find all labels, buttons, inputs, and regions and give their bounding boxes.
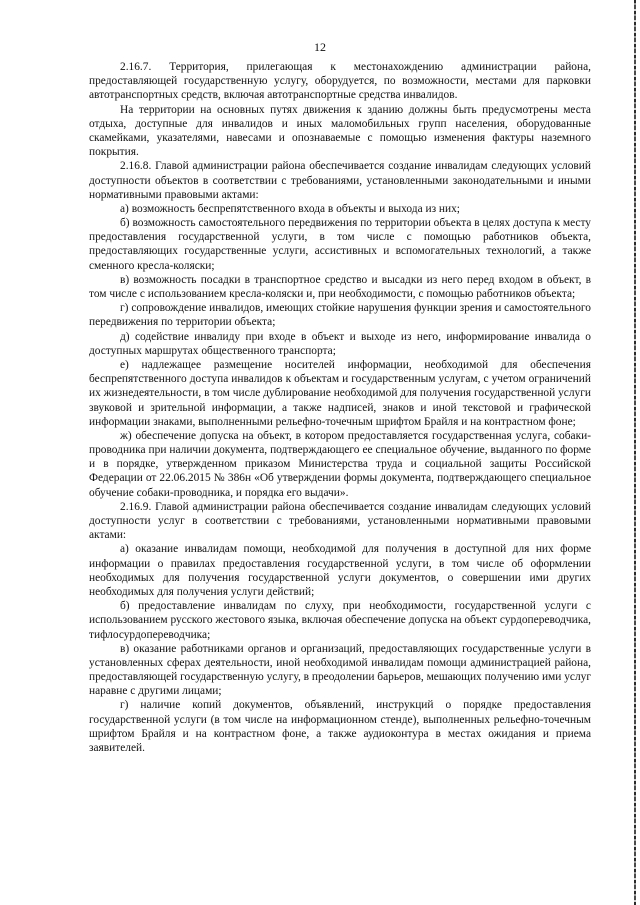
scan-edge-artifact [634, 0, 636, 905]
list-item-2-16-8-b: б) возможность самостоятельного передвижения по территории объекта в целях доступа к месту предоставления государственной услуги, в том числе с помощью работников объекта, предоставляющих государственные услуги, ассистивных и вспомогательных технологий, а также сменного кресла-коляски; [89, 217, 591, 272]
list-item-2-16-8-g: г) сопровождение инвалидов, имеющих стойкие нарушения функции зрения и самостоятельного передвижения по территории объекта; [89, 302, 591, 329]
list-item-2-16-8-v: в) возможность посадки в транспортное средство и высадки из него перед входом в объект, в том числе с использованием кресла-коляски и, при необходимости, с помощью работников объекта; [89, 273, 591, 300]
list-item-2-16-8-a: а) возможность беспрепятственного входа в объекты и выхода из них; [120, 202, 460, 215]
paragraph-2-16-8: 2.16.8. Главой администрации района обеспечивается создание инвалидам следующих условий доступности объектов в соответствии с требованиями, установленными законодательными и иными нормативными правовыми актами: [89, 160, 591, 201]
paragraph-2-16-7: 2.16.7. Территория, прилегающая к местонахождению администрации района, предоставляющей государственную услугу, оборудуется, по возможности, местами для парковки автотранспортных средств, включая автотранспортные средства инвалидов. [89, 61, 591, 102]
list-item-2-16-9-b: б) предоставление инвалидам по слуху, при необходимости, государственной услуги с использованием русского жестового языка, включая обеспечение допуска на объект сурдопереводчика, тифлосурдопереводчика; [89, 600, 591, 641]
list-item-2-16-8-zh: ж) обеспечение допуска на объект, в котором предоставляется государственная услуга, собаки-проводника при наличии документа, подтверждающего ее специальное обучение, выданного по форме и в порядке, утвержденном приказом Министерства труда и социальной защиты Российской Федерации от 22.06.2015 № 386н «Об утверждении формы документа, подтверждающего специальное обучение собаки-проводника, и порядка его выдачи». [89, 429, 591, 499]
list-item-2-16-9-a: а) оказание инвалидам помощи, необходимой для получения в доступной для них форме информации о правилах предоставления государственной услуги, в том числе об оформлении необходимых для получения государственной услуги документов, о совершении ими других необходимых для получения услуги действий; [89, 543, 591, 598]
paragraph-rest-areas: На территории на основных путях движения к зданию должны быть предусмотрены места отдыха, доступные для инвалидов и иных маломобильных групп населения, оборудованные скамейками, указателями, навесами и опознаваемые с помощью изменения фактуры наземного покрытия. [89, 103, 591, 159]
list-item-2-16-8-d: д) содействие инвалиду при входе в объект и выходе из него, информирование инвалида о доступных маршрутах общественного транспорта; [89, 330, 591, 357]
document-body [89, 60, 591, 755]
list-item-2-16-9-v: в) оказание работниками органов и организаций, предоставляющих государственные услуги в установленных сферах деятельности, иной необходимой инвалидам помощи администрацией района, предоставляющей государственную услугу, в преодолении барьеров, мешающих получению ими услуг наравне с другими лицами; [89, 642, 591, 698]
page-number: 12 [314, 40, 326, 54]
list-item-2-16-9-g: г) наличие копий документов, объявлений, инструкций о порядке предоставления государственной услуги (в том числе на информационном стенде), выполненных рельефно-точечным шрифтом Брайля и на контрастном фоне, а также аудиоконтура в местах ожидания и приема заявителей. [89, 699, 591, 754]
paragraph-2-16-9: 2.16.9. Главой администрации района обеспечивается создание инвалидам следующих условий доступности услуг в соответствии с требованиями, установленными нормативными правовыми актами: [89, 500, 591, 542]
list-item-2-16-8-e: е) надлежащее размещение носителей информации, необходимой для обеспечения беспрепятственного доступа инвалидов к объектам и государственным услугам, с учетом ограничений их жизнедеятельности, в том числе дублирование необходимой для получения государственной услуги звуковой и зрительной информации, а также надписей, знаков и иной текстовой и графической информации знаками, выполненными рельефно-точечным шрифтом Брайля и на контрастном фоне; [89, 358, 591, 428]
